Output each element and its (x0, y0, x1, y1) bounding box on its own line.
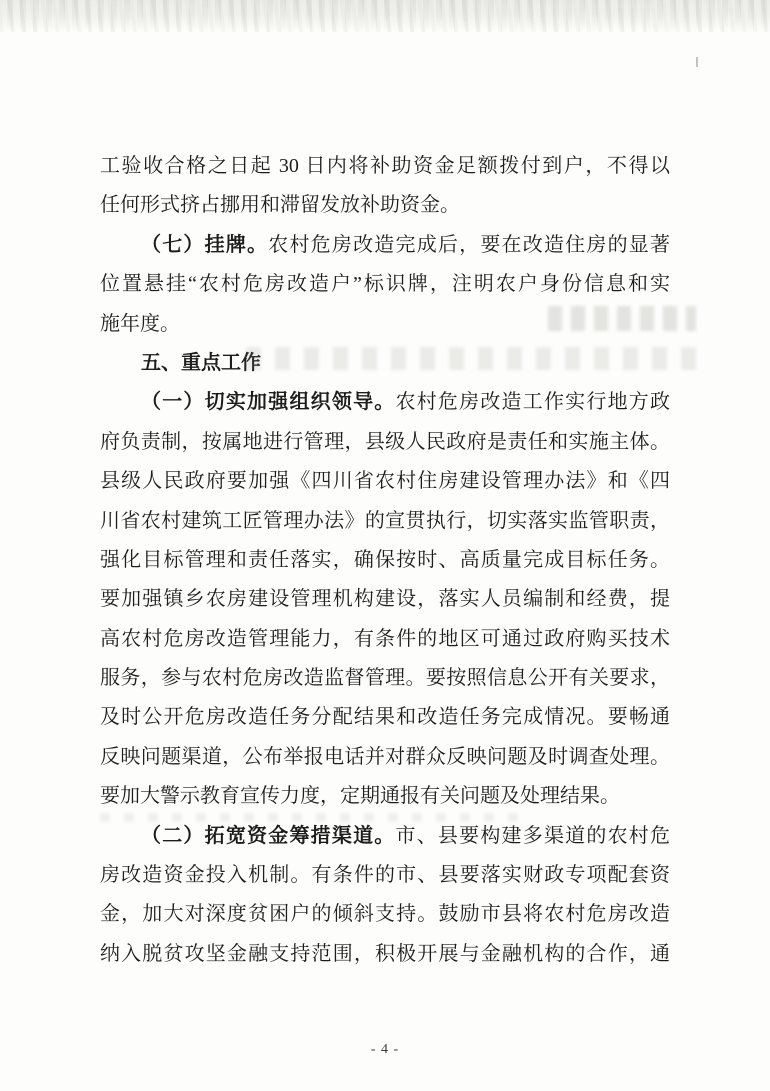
body-text: 高农村危房改造管理能力，有条件的地区可通过政府购买技术 (100, 627, 670, 650)
text-line (100, 738, 670, 777)
body-text: 金，加大对深度贫困户的倾斜支持。鼓励市县将农村危房改造 (100, 903, 670, 926)
body-text: 服务，参与农村危房改造监督管理。要按照信息公开有关要求， (100, 667, 670, 690)
scan-speck (696, 57, 698, 67)
body-text: 纳入脱贫攻坚金融支持范围，积极开展与金融机构的合作，通 (100, 942, 670, 965)
heading-bold-text: （七）挂牌。 (141, 233, 269, 256)
text-line (100, 817, 670, 856)
scanner-edge-artifact (0, 0, 770, 32)
body-text: 要加大警示教育宣传力度，定期通报有关问题及处理结果。 (100, 785, 620, 808)
body-text: 及时公开危房改造任务分配结果和改造任务完成情况。要畅通 (100, 706, 670, 729)
body-text: 要加强镇乡农房建设管理机构建设，落实人员编制和经费，提 (100, 588, 670, 611)
body-text: 反映问题渠道，公布举报电话并对群众反映问题及时调查处理。 (100, 745, 670, 768)
heading-bold-text: （二）拓宽资金筹措渠道。 (141, 824, 396, 847)
text-line (100, 383, 670, 422)
text-line (100, 856, 670, 895)
text-line (100, 147, 670, 186)
page-number: - 4 - (370, 1042, 400, 1057)
body-text: 施年度。 (100, 312, 180, 335)
text-line (100, 344, 670, 383)
body-text: 位置悬挂“农村危房改造户”标识牌，注明农户身份信息和实 (100, 273, 670, 296)
text-line (100, 580, 670, 619)
body-text: 市、县要构建多渠道的农村危 (395, 824, 670, 847)
body-text: 府负责制，按属地进行管理，县级人民政府是责任和实施主体。 (100, 430, 670, 453)
text-line (100, 423, 670, 462)
text-line (100, 777, 670, 816)
text-line (100, 462, 670, 501)
body-text: 任何形式挤占挪用和滞留发放补助资金。 (100, 194, 460, 217)
text-line (100, 698, 670, 737)
body-text: 农村危房改造完成后，要在改造住房的显著 (268, 233, 670, 256)
document-body (100, 147, 670, 974)
text-line (100, 226, 670, 265)
text-line (100, 895, 670, 934)
text-line (100, 541, 670, 580)
text-line (100, 305, 670, 344)
text-line (100, 935, 670, 974)
heading-bold-text: 五、重点工作 (141, 351, 261, 374)
body-text: 农村危房改造工作实行地方政 (395, 391, 670, 414)
body-text: 县级人民政府要加强《四川省农村住房建设管理办法》和《四 (100, 470, 670, 493)
text-line (100, 620, 670, 659)
body-text: 强化目标管理和责任落实，确保按时、高质量完成目标任务。 (100, 548, 670, 571)
body-text: 房改造资金投入机制。有条件的市、县要落实财政专项配套资 (100, 864, 670, 887)
heading-bold-text: （一）切实加强组织领导。 (141, 391, 396, 414)
text-line (100, 659, 670, 698)
text-line (100, 502, 670, 541)
body-text: 川省农村建筑工匠管理办法》的宣贯执行，切实落实监管职责， (100, 509, 670, 532)
text-line (100, 186, 670, 225)
text-line (100, 265, 670, 304)
body-text: 工验收合格之日起 30 日内将补助资金足额拨付到户，不得以 (100, 155, 670, 177)
